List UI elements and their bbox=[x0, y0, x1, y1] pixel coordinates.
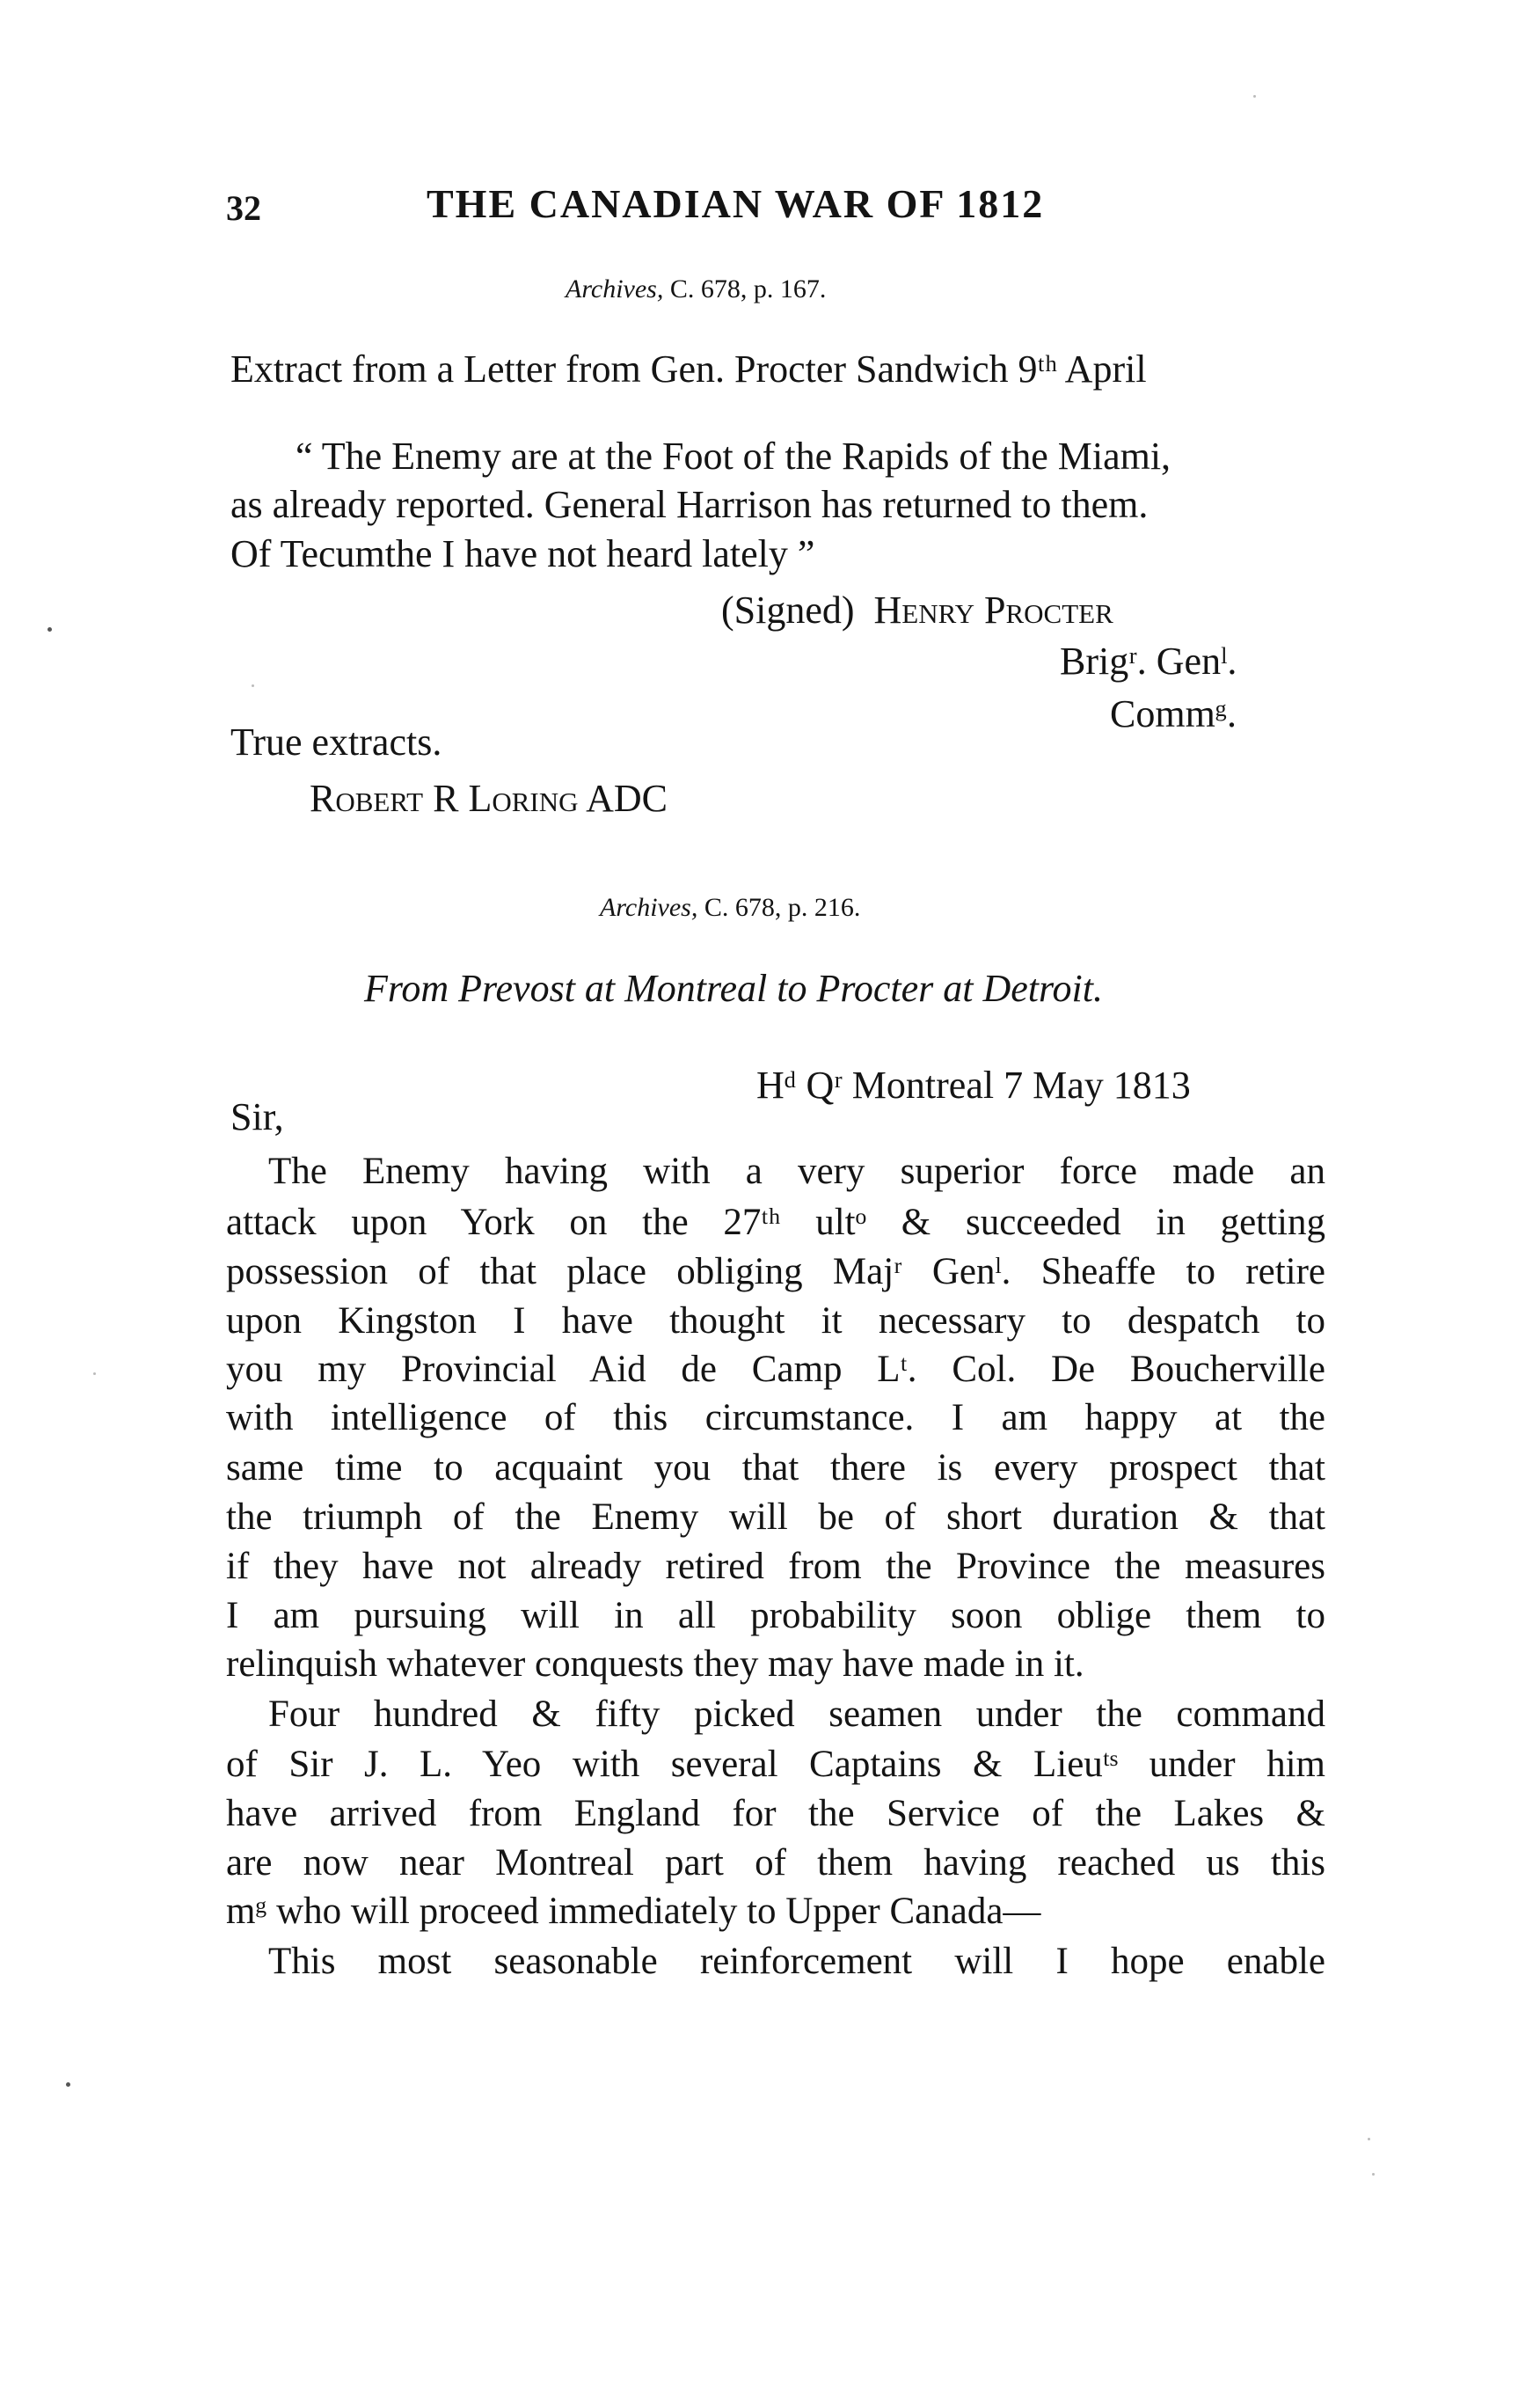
body-line: if they have not already retired from the Province the measures bbox=[226, 1546, 1325, 1587]
archive-reference: C. 678, p. 167. bbox=[669, 274, 827, 304]
body-line: same time to acquaint you that there is every prospect that bbox=[226, 1447, 1325, 1489]
quote-line: “ The Enemy are at the Foot of the Rapids of the Miami, bbox=[296, 435, 1171, 478]
page-number: 32 bbox=[226, 188, 261, 228]
scan-speck bbox=[1253, 95, 1256, 98]
scan-speck bbox=[1368, 2138, 1370, 2140]
archive-citation-1 bbox=[566, 274, 826, 304]
letter-title: From Prevost at Montreal to Procter at Detroit. bbox=[364, 967, 1103, 1010]
salutation: Sir, bbox=[230, 1095, 284, 1138]
body-line: Four hundred & fifty picked seamen under the command bbox=[268, 1693, 1325, 1735]
signed-label: (Signed) bbox=[721, 589, 855, 632]
extract-heading: Extract from a Letter from Gen. Procter Sandwich 9ᵗʰ April bbox=[230, 347, 1147, 391]
attesting-officer: Robert R Loring bbox=[310, 777, 579, 820]
body-line: of Sir J. L. Yeo with several Captains & Lieuᵗˢ under him bbox=[226, 1744, 1325, 1785]
scan-speck bbox=[66, 2082, 70, 2087]
signer-command: Commᵍ. bbox=[1110, 692, 1237, 735]
body-line: with intelligence of this circumstance. I am happy at the bbox=[226, 1397, 1325, 1438]
true-extracts-label: True extracts. bbox=[230, 721, 442, 764]
signature-line bbox=[721, 591, 1113, 630]
body-line: This most seasonable reinforcement will I hope enable bbox=[268, 1941, 1325, 1982]
body-line: have arrived from England for the Service of the Lakes & bbox=[226, 1793, 1325, 1834]
running-title: THE CANADIAN WAR OF 1812 bbox=[427, 181, 1045, 226]
body-line: the triumph of the Enemy will be of short duration & that bbox=[226, 1496, 1325, 1538]
attesting-officer-suffix: ADC bbox=[586, 777, 668, 820]
page-header bbox=[226, 180, 1158, 233]
quote-line: as already reported. General Harrison has returned to them. bbox=[230, 483, 1149, 526]
archive-label: Archives, bbox=[566, 274, 664, 304]
dateline: Hᵈ Qʳ Montreal 7 May 1813 bbox=[756, 1064, 1191, 1107]
body-line: are now near Montreal part of them having reached us this bbox=[226, 1842, 1325, 1884]
archive-citation-2 bbox=[600, 893, 860, 923]
signer-name: Henry Procter bbox=[873, 589, 1113, 632]
body-line: I am pursuing will in all probability soon oblige them to bbox=[226, 1595, 1325, 1636]
scan-speck bbox=[252, 684, 254, 687]
scan-speck bbox=[93, 1372, 96, 1375]
body-line: possession of that place obliging Majʳ Genˡ. Sheaffe to retire bbox=[226, 1251, 1325, 1292]
body-line: you my Provincial Aid de Camp Lᵗ. Col. De Boucherville bbox=[226, 1349, 1325, 1390]
signer-rank: Brigʳ. Genˡ. bbox=[1060, 640, 1237, 683]
scan-speck bbox=[47, 627, 52, 632]
scan-speck bbox=[1372, 2173, 1375, 2176]
quote-line: Of Tecumthe I have not heard lately ” bbox=[230, 532, 815, 575]
body-line: The Enemy having with a very superior force made an bbox=[268, 1151, 1325, 1192]
body-line: attack upon York on the 27ᵗʰ ultᵒ & succeeded in getting bbox=[226, 1202, 1325, 1243]
body-line: upon Kingston I have thought it necessary to despatch to bbox=[226, 1300, 1325, 1342]
body-line: mᵍ who will proceed immediately to Upper Canada— bbox=[226, 1891, 1041, 1932]
body-line: relinquish whatever conquests they may have made in it. bbox=[226, 1643, 1084, 1685]
archive-reference: C. 678, p. 216. bbox=[704, 893, 861, 922]
attestation-line bbox=[310, 779, 668, 818]
archive-label: Archives, bbox=[600, 893, 698, 922]
